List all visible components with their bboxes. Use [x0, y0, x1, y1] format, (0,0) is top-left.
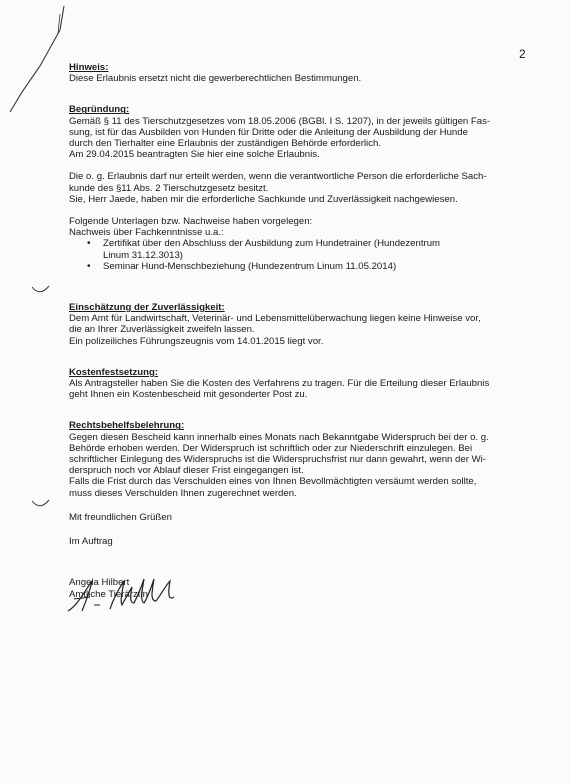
punch-mark-icon [30, 497, 52, 516]
paragraph-line: durch den Tierhalter eine Erlaubnis der zuständigen Behörde erforderlich. [69, 138, 381, 150]
paragraph-line: Folgende Unterlagen bzw. Nachweise haben vorgelegen: [69, 216, 313, 228]
paragraph-line: Als Antragsteller haben Sie die Kosten des Verfahrens zu tragen. Für die Erteilung dieser Erlaubnis [69, 378, 490, 390]
margin-stroke-icon [0, 0, 80, 120]
punch-mark-icon [30, 283, 52, 302]
paragraph-line: muss dieses Verschulden Ihnen zugerechnet werden. [69, 487, 297, 499]
closing-greeting: Mit freundlichen Grüßen [69, 511, 172, 523]
signatory-title: Amtliche Tierärztin [69, 588, 148, 600]
paragraph-line: sung, ist für das Ausbilden von Hunden für Dritte oder die Anleitung der Ausbildung der Hunde [69, 126, 468, 138]
section-heading-rechtsbehelf: Rechtsbehelfsbelehrung: [69, 420, 185, 432]
page-number: 2 [519, 47, 526, 61]
paragraph-line: Nachweis über Fachkenntnisse u.a.: [69, 227, 224, 239]
evidence-list [69, 238, 509, 272]
paragraph-line: geht Ihnen ein Kostenbescheid mit gesonderter Post zu. [69, 389, 308, 401]
paragraph-line: schriftlicher Einlegung des Widerspruchs ist die Widerspruchsfrist nur dann gewahrt, wenn der Wi- [69, 454, 486, 466]
signatory-name: Angela Hilbert [69, 577, 130, 589]
paragraph-line: Am 29.04.2015 beantragten Sie hier eine solche Erlaubnis. [69, 149, 320, 161]
paragraph-line: kunde des §11 Abs. 2 Tierschutzgesetz besitzt. [69, 182, 269, 194]
list-item [103, 261, 509, 272]
paragraph-line: Gegen diesen Bescheid kann innerhalb eines Monats nach Bekanntgabe Widerspruch bei der o. g. [69, 431, 489, 443]
paragraph-line: Falls die Frist durch das Verschulden eines von Ihnen Bevollmächtigten versäumt werden sollte, [69, 476, 477, 488]
section-heading-zuverlaessigkeit: Einschätzung der Zuverlässigkeit: [69, 302, 225, 314]
section-heading-kosten: Kostenfestsetzung: [69, 366, 159, 378]
section-heading-hinweis: Hinweis: [69, 62, 109, 73]
list-item-line: • Zertifikat über den Abschluss der Ausbildung zum Hundetrainer (Hundezentrum [103, 238, 441, 250]
list-item-line: Linum 31.12.3013) [103, 249, 184, 261]
section-heading-begruendung: Begründung: [69, 104, 130, 116]
paragraph-line: Dem Amt für Landwirtschaft, Veterinär- und Lebensmittelüberwachung liegen keine Hinweise vor, [69, 313, 481, 325]
im-auftrag-label: Im Auftrag [69, 536, 113, 548]
paragraph-line: Die o. g. Erlaubnis darf nur erteilt werden, wenn die verantwortliche Person die erforderliche Sach- [69, 171, 487, 183]
paragraph-line: Sie, Herr Jaede, haben mir die erforderliche Sachkunde und Zuverlässigkeit nachgewiesen. [69, 193, 458, 205]
paragraph-line: die an Ihrer Zuverlässigkeit zweifeln lassen. [69, 324, 255, 336]
letter-body [69, 62, 509, 600]
list-item-line: • Seminar Hund-Menschbeziehung (Hundezentrum Linum 11.05.2014) [103, 260, 397, 272]
paragraph-line: Gemäß § 11 des Tierschutzgesetzes vom 18.05.2006 (BGBl. I S. 1207), in der jeweils gültigen Fas- [69, 115, 491, 127]
paragraph-line: derspruch noch vor Ablauf dieser Frist eingegangen ist. [69, 465, 304, 477]
list-item [103, 238, 509, 260]
hinweis-text: Diese Erlaubnis ersetzt nicht die gewerberechtlichen Bestimmungen. [69, 73, 362, 85]
margin-pen-marks [0, 0, 80, 120]
handwritten-signature [64, 575, 184, 617]
paragraph-line: Ein polizeiliches Führungszeugnis vom 14.01.2015 liegt vor. [69, 335, 324, 347]
paragraph-line: Behörde erhoben werden. Der Widerspruch ist schriftlich oder zur Niederschrift einzulegen. Bei [69, 442, 473, 454]
